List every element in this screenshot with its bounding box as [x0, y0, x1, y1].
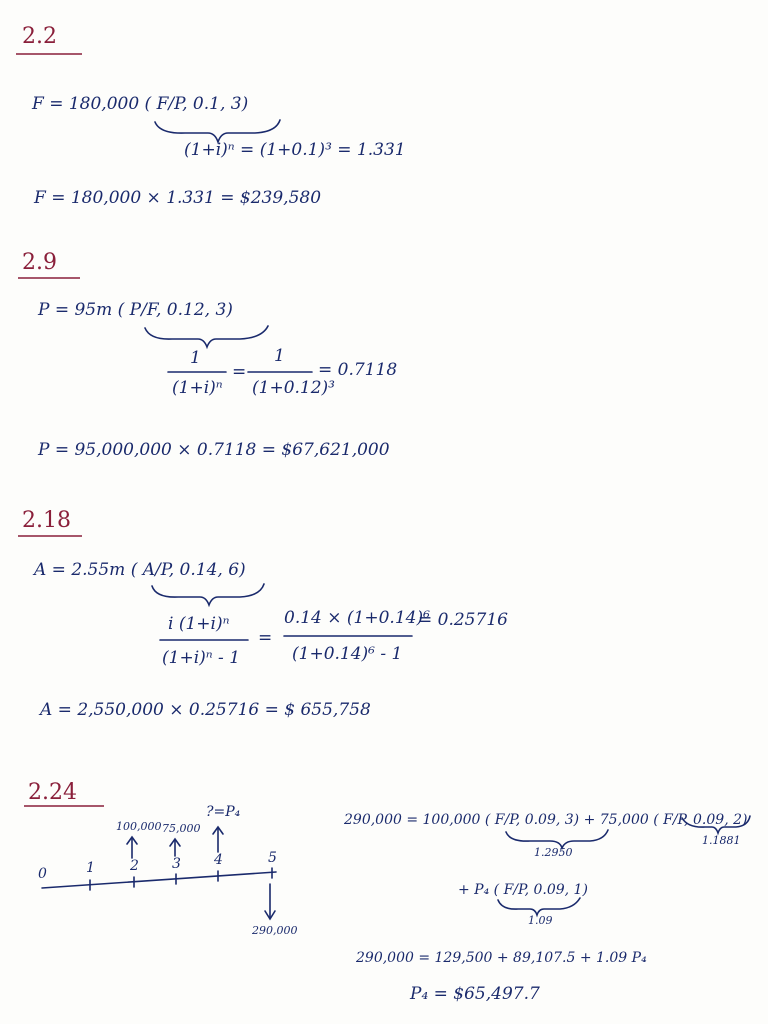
brace-2-18 — [152, 584, 264, 605]
eq-2-9-den-a: (1+i)ⁿ — [172, 378, 223, 398]
tick-label-1: 1 — [86, 860, 95, 876]
eq-2-2-factor: (1+i)ⁿ = (1+0.1)³ = 1.331 — [184, 140, 406, 160]
heading-2-18: 2.18 — [22, 508, 71, 533]
eq-2-18-eq: = — [258, 628, 273, 648]
cashflow-label-p4: ?=P₄ — [206, 804, 241, 820]
heading-2-9: 2.9 — [22, 250, 57, 275]
eq-2-24-sum: 290,000 = 129,500 + 89,107.5 + 1.09 P₄ — [356, 950, 647, 966]
eq-2-9-den-b: (1+0.12)³ — [252, 378, 335, 398]
eq-2-24-main: 290,000 = 100,000 ( F/P, 0.09, 3) + 75,000 ( F/P, 0.09, 2) — [344, 812, 748, 828]
brace-2-24-c — [498, 898, 580, 915]
eq-2-18-result: = 0.25716 — [418, 610, 508, 630]
eq-2-9-num-b: 1 — [274, 346, 285, 366]
tick-label-4: 4 — [214, 852, 223, 868]
eq-2-9-line2: P = 95,000,000 × 0.7118 = $67,621,000 — [38, 440, 390, 460]
tick-label-3: 3 — [172, 856, 181, 872]
brace-2-2 — [155, 120, 280, 142]
tick-label-0: 0 — [38, 866, 47, 882]
eq-2-24-under2: 1.1881 — [702, 834, 741, 847]
brace-2-9 — [145, 326, 268, 347]
eq-2-2-line2: F = 180,000 × 1.331 = $239,580 — [34, 188, 322, 208]
eq-2-24-under3: 1.09 — [528, 914, 553, 927]
cashflow-label-290000: 290,000 — [252, 924, 298, 937]
heading-2-2: 2.2 — [22, 24, 57, 49]
tick-label-5: 5 — [268, 850, 277, 866]
eq-2-9-eq: = — [232, 362, 247, 382]
eq-2-24-p4: + P₄ ( F/P, 0.09, 1) — [458, 882, 588, 898]
eq-2-18-den-a: (1+i)ⁿ - 1 — [162, 648, 241, 668]
eq-2-24-under1: 1.2950 — [534, 846, 573, 859]
cashflow-label-100000: 100,000 — [116, 820, 162, 833]
eq-2-24-answer: P₄ = $65,497.7 — [410, 984, 540, 1004]
cashflow-label-75000: 75,000 — [162, 822, 201, 835]
eq-2-9-line1: P = 95m ( P/F, 0.12, 3) — [38, 300, 233, 320]
eq-2-18-den-b: (1+0.14)⁶ - 1 — [292, 644, 403, 664]
heading-2-24: 2.24 — [28, 780, 77, 805]
eq-2-18-line1: A = 2.55m ( A/P, 0.14, 6) — [34, 560, 246, 580]
eq-2-18-num-b: 0.14 × (1+0.14)⁶ — [284, 608, 430, 628]
timeline-axis — [42, 872, 276, 888]
eq-2-9-result: = 0.7118 — [318, 360, 398, 380]
eq-2-2-line1: F = 180,000 ( F/P, 0.1, 3) — [32, 94, 249, 114]
eq-2-18-line2: A = 2,550,000 × 0.25716 = $ 655,758 — [40, 700, 371, 720]
eq-2-18-num-a: i (1+i)ⁿ — [168, 614, 230, 634]
eq-2-9-num-a: 1 — [190, 348, 201, 368]
tick-label-2: 2 — [130, 858, 139, 874]
